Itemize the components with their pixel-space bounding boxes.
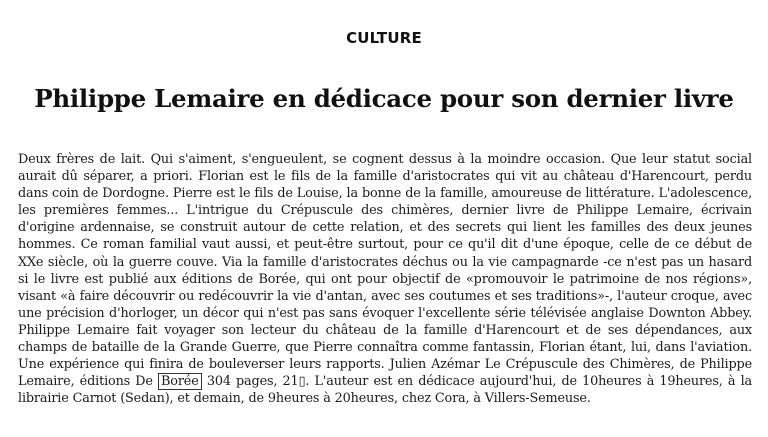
section-label: CULTURE — [346, 29, 422, 47]
article-paragraph — [18, 151, 752, 407]
article-body — [18, 151, 752, 407]
body-text-after-highlight: 304 pages, 21▯. L'auteur est en dédicace aujourd'hui, de 10heures à 19heures, à la librairie Carnot (Sedan), et demain, de 9heures à 20heures, chez Cora, à Villers-Semeuse. — [18, 374, 752, 407]
body-text-before-highlight: Deux frères de lait. Qui s'aiment, s'engueulent, se cognent dessus à la moindre occasion. Que leur statut social aurait dû séparer, a priori. Florian est le fils de la famille d'aristocrates qui vit au château d'Harencourt, perdu dans coin de Dordogne. Pierre est le fils de Louise, la bonne de la famille, amoureuse de littérature. L'adolescence, les premières femmes... L'intrigue du Crépuscule des chimères, dernier livre de Philippe Lemaire, écrivain d'origine ardennaise, se construit autour de cette relation, et des secrets qui lient les familles des deux jeunes hommes. Ce roman familial vaut aussi, et peut-être surtout, pour ce qu'il dit d'une époque, celle de ce début de XXe siècle, où la guerre couve. Via la famille d'aristocrates déchus ou la vie campagnarde -ce n'est pas un hasard si le livre est publié aux éditions de Borée, qui ont pour objectif de «promouvoir le patrimoine de nos régions», visant «à faire découvrir ou redécouvrir la vie d'antan, avec ses coutumes et ses traditions»-, l'auteur croque, avec une précision d'horloger, un décor qui n'est pas sans évoquer l'excellente série télévisée anglaise Downton Abbey. Philippe Lemaire fait voyager son lecteur du château de la famille d'Harencourt et de ses dépendances, aux champs de bataille de la Grande Guerre, que Pierre connaîtra comme fantassin, Florian étant, lui, dans l'aviation. Une expérience qui finira de bouleverser leurs rapports. Julien Azémar Le Crépuscule des Chimères, de Philippe Lemaire, éditions De — [18, 152, 752, 390]
article-headline: Philippe Lemaire en dédicace pour son dernier livre — [34, 84, 734, 113]
highlighted-word-box: Borée — [158, 373, 202, 390]
